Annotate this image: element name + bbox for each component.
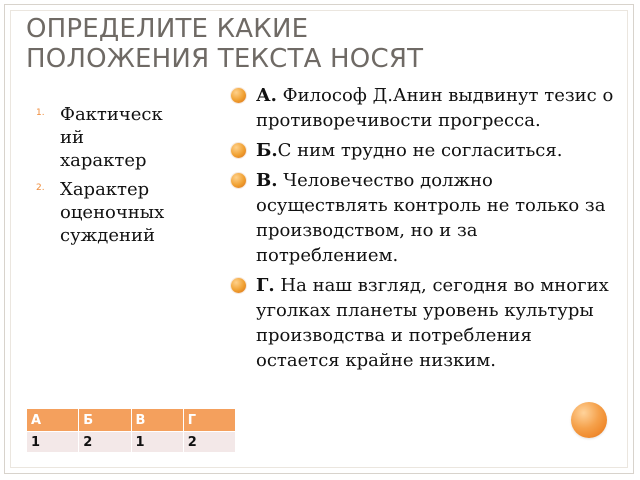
statement-label: Г. <box>256 275 275 296</box>
left-list-item <box>36 178 206 247</box>
table-cell: 2 <box>79 432 131 453</box>
table-cell: 1 <box>27 432 79 453</box>
statement-text: На наш взгляд, сегодня во многих уголках планеты уровень культуры производства и потребления остается крайне низким. <box>256 275 609 371</box>
answer-table <box>26 408 236 453</box>
left-list-item-text: Характер оценочных суждений <box>60 179 165 246</box>
table-header-cell: В <box>131 409 183 432</box>
list-number: 1. <box>36 108 45 118</box>
left-list-item-text: Фактическ ий характер <box>60 104 163 171</box>
statement-text: Философ Д.Анин выдвинут тезис о противоречивости прогресса. <box>256 85 614 131</box>
statement-label: В. <box>256 170 278 191</box>
table-cell: 2 <box>183 432 235 453</box>
statement-item <box>228 83 614 133</box>
left-answer-list <box>36 103 206 253</box>
statement-item <box>228 138 614 163</box>
bullet-icon <box>231 173 246 188</box>
statement-text: Человечество должно осуществлять контроль не только за производством, но и за потреблением. <box>256 170 606 266</box>
table-header-row <box>27 409 236 432</box>
bullet-icon <box>231 143 246 158</box>
table-header-cell: Г <box>183 409 235 432</box>
list-number: 2. <box>36 183 45 193</box>
statement-text: С ним трудно не согласиться. <box>277 140 563 161</box>
statement-item <box>228 273 614 373</box>
table-header-cell: Б <box>79 409 131 432</box>
statement-label: А. <box>256 85 277 106</box>
bullet-icon <box>231 278 246 293</box>
slide-title: ОПРЕДЕЛИТЕ КАКИЕ ПОЛОЖЕНИЯ ТЕКСТА НОСЯТ <box>26 14 424 74</box>
table-cell: 1 <box>131 432 183 453</box>
orange-circle-icon <box>571 402 607 438</box>
statement-label: Б. <box>256 140 278 161</box>
table-header-cell: А <box>27 409 79 432</box>
left-list-item <box>36 103 206 172</box>
table-row <box>27 432 236 453</box>
statement-item <box>228 168 614 268</box>
text-statements-list <box>228 83 614 378</box>
bullet-icon <box>231 88 246 103</box>
